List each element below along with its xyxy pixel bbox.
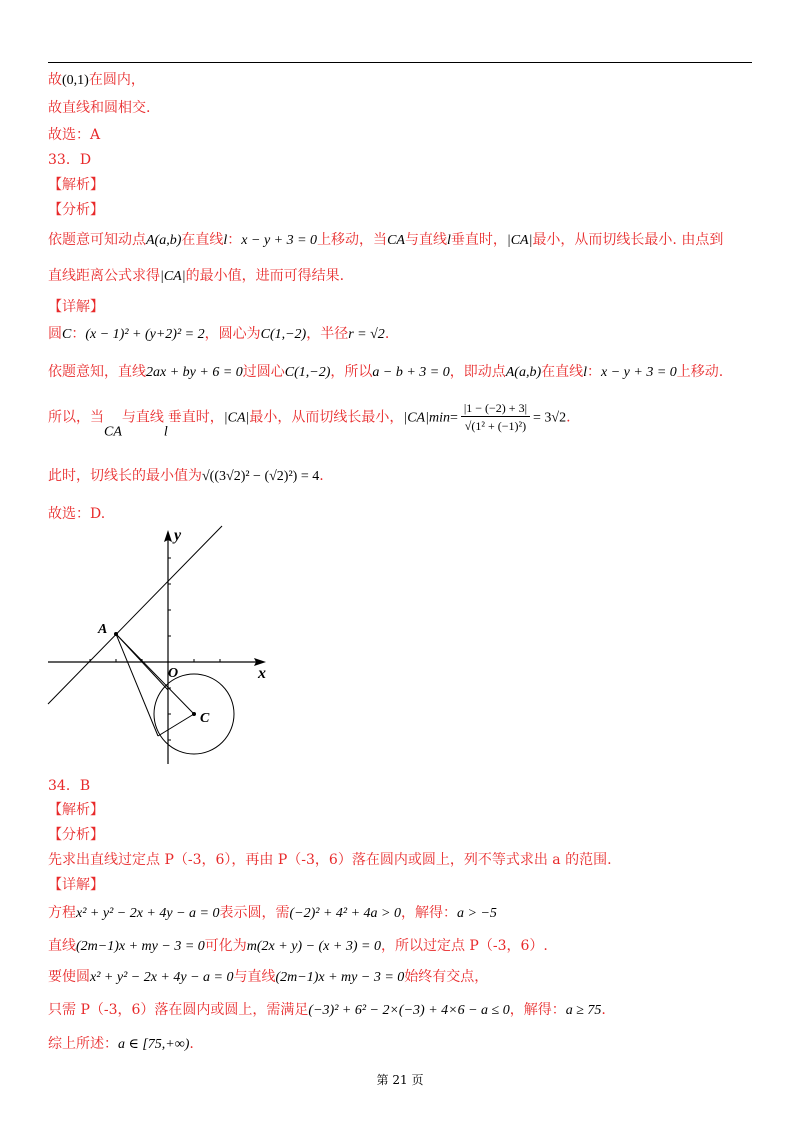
- line-l: [48, 526, 222, 704]
- detail-line-4: 此时，切线长的最小值为√((3√2)² − (√2)²) = 4.: [48, 468, 324, 484]
- section-jiexi-2: 【解析】: [48, 802, 104, 818]
- section-xiangjie-2: 【详解】: [48, 877, 104, 893]
- detail-34-line-3: 要使圆x² + y² − 2x + 4y − a = 0与直线(2m−1)x + my − 3 = 0始终有交点，: [48, 969, 489, 985]
- detail-34-line-2: 直线(2m−1)x + my − 3 = 0可化为m(2x + y) − (x + 3) = 0，所以过定点 P（-3，6）.: [48, 938, 548, 954]
- analysis-line-1: 依题意可知动点A(a,b)在直线l：x − y + 3 = 0上移动，当CA与直线l垂直时，|CA|最小，从而切线长最小. 由点到: [48, 232, 724, 248]
- point-a-dot: [114, 632, 118, 636]
- text-line-2: 故直线和圆相交.: [48, 100, 151, 116]
- detail-34-line-4: 只需 P（-3，6）落在圆内或圆上，需满足(−3)² + 6² − 2×(−3) + 4×6 − a ≤ 0，解得：a ≥ 75.: [48, 1002, 606, 1018]
- analysis-line-2: 直线距离公式求得|CA|的最小值，进而可得结果.: [48, 268, 345, 284]
- detail-34-line-5: 综上所述：a ∈ [75,+∞).: [48, 1036, 194, 1052]
- analysis-34: 先求出直线过定点 P（-3，6），再由 P（-3，6）落在圆内或圆上，列不等式求出 a 的范围.: [48, 852, 612, 868]
- distance-fraction: $\frac{|1 - (-2) + 3|}{\text{√(1² + (−1)²)}}$: [461, 400, 530, 435]
- answer-33: 33．D: [48, 152, 92, 168]
- point-c-dot: [192, 712, 196, 716]
- text-line-1: 故(0,1)在圆内，: [48, 72, 145, 88]
- detail-34-line-1: 方程x² + y² − 2x + 4y − a = 0表示圆，需(−2)² + 4² + 4a > 0，解得：a > −5: [48, 905, 497, 921]
- section-xiangjie: 【详解】: [48, 299, 104, 315]
- answer-34: 34．B: [48, 778, 91, 794]
- section-jiexi: 【解析】: [48, 177, 104, 193]
- section-fenxi: 【分析】: [48, 202, 104, 218]
- header-rule: [48, 62, 752, 63]
- detail-line-2: 依题意知，直线2ax + by + 6 = 0过圆心C(1,−2)，所以a − b + 3 = 0，即动点A(a,b)在直线l：x − y + 3 = 0上移动.: [48, 364, 724, 380]
- tangent-line-2: [116, 634, 158, 736]
- point-c-label: C: [200, 711, 210, 726]
- point-a-label: A: [98, 622, 108, 637]
- radius-line: [158, 714, 194, 736]
- y-axis-label: y: [174, 527, 182, 544]
- detail-line-1: 圆C：(x − 1)² + (y+2)² = 2，圆心为C(1,−2)，半径r = √2.: [48, 326, 390, 342]
- section-fenxi-2: 【分析】: [48, 827, 104, 843]
- segment-ca: [116, 634, 194, 714]
- geometry-figure: [44, 524, 284, 772]
- text-line-3: 故选：A: [48, 127, 101, 143]
- page-number: 第 21 页: [376, 1073, 424, 1087]
- detail-line-3: 所以，当CA与直线l垂直时，|CA|最小，从而切线长最小，|CA|min= $\frac{|1 - (-2) + 3|}{\text{√(1² + (−1)²)}}$ = 3√2.: [48, 401, 571, 440]
- conclusion-33: 故选：D.: [48, 506, 106, 522]
- x-axis-label: x: [258, 665, 266, 682]
- origin-label: O: [168, 666, 179, 681]
